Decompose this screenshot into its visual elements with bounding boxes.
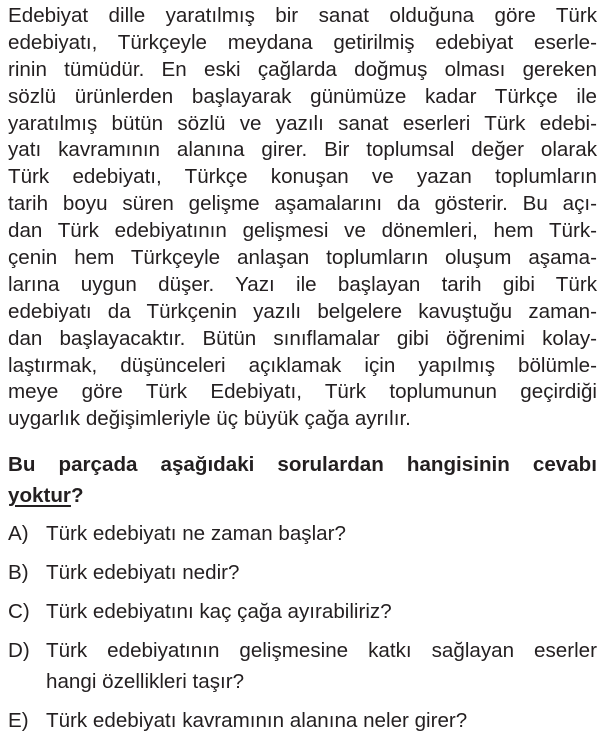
passage-line: larına uygun düşer. Yazı ile başlayan tarih gibi Türk [8,272,597,296]
passage-line: edebiyatı da Türkçenin yazılı belgelere kavuştuğu zaman- [8,299,597,323]
option-text: Türk edebiyatı ne zaman başlar? [46,522,346,545]
option-text: Türk edebiyatının gelişmesine katkı sağlayan eserler [46,639,597,662]
question-line-1: Bu parçada aşağıdaki sorulardan hangisinin cevabı [8,453,597,476]
option-letter: E) [8,709,29,732]
question-line-2 [8,480,597,511]
passage-line: Edebiyat dille yaratılmış bir sanat olduğuna göre Türk [8,4,597,27]
passage-line: çenin hem Türkçeyle anlaşan toplumların oluşum aşama- [8,246,597,270]
question-mark: ? [70,484,84,507]
option-b[interactable] [8,557,597,588]
passage-line: edebiyatı, Türkçeyle meydana getirilmiş edebiyat eserle- [8,30,597,54]
option-e[interactable] [8,705,597,736]
option-d[interactable] [8,635,597,697]
passage-line: yaratılmış bütün sözlü ve yazılı sanat eserleri Türk edebi- [8,111,597,135]
option-letter: B) [8,561,29,584]
option-letter: D) [8,639,30,662]
passage-line: meye göre Türk Edebiyatı, Türk toplumunun geçirdiği [8,380,597,404]
option-text: Türk edebiyatı nedir? [46,561,240,584]
passage-line: tarih boyu süren gelişme aşamalarını da gösterir. Bu açı- [8,192,597,216]
passage-line: Türk edebiyatı, Türkçe konuşan ve yazan toplumların [8,165,597,189]
option-text: Türk edebiyatını kaç çağa ayırabiliriz? [46,600,392,623]
option-letter: C) [8,600,30,623]
question-keyword-underlined: yoktur [8,484,71,507]
passage-line: dan başlayacaktır. Bütün sınıflamalar gibi öğrenimi kolay- [8,326,597,350]
passage-line: uygarlık değişimleriyle üç büyük çağa ayrılır. [8,407,411,431]
option-a[interactable] [8,518,597,549]
option-letter: A) [8,522,29,545]
passage-line: yatı kavramının alanına girer. Bir toplumsal değer olarak [8,138,597,162]
passage-line: dan Türk edebiyatının gelişmesi ve dönemleri, hem Türk- [8,219,597,243]
question-stem [8,449,597,511]
passage-line: laştırmak, düşünceleri açıklamak için yapılmış bölümle- [8,353,597,377]
passage-line: sözlü ürünlerden başlayarak günümüze kadar Türkçe ile [8,84,597,108]
answer-options [8,518,597,736]
option-text: Türk edebiyatı kavramının alanına neler girer? [46,709,468,732]
option-c[interactable] [8,596,597,627]
reading-passage [8,3,597,433]
passage-line: rinin tümüdür. En eski çağlarda doğmuş olması gereken [8,57,597,81]
option-text-continued: hangi özellikleri taşır? [46,670,245,693]
